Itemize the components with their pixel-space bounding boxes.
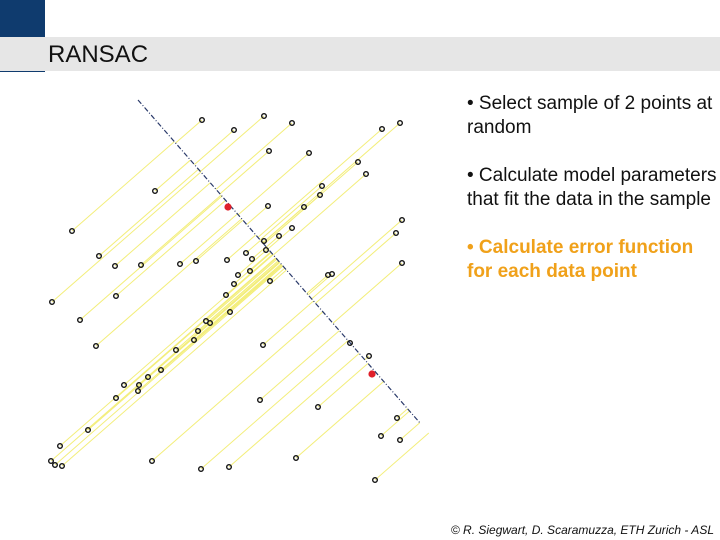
error-line: [116, 258, 276, 398]
ransac-figure: [20, 88, 430, 503]
data-points: [49, 114, 405, 483]
error-line: [60, 258, 276, 446]
error-line: [307, 275, 328, 293]
error-line: [124, 255, 273, 385]
error-line: [400, 423, 420, 440]
error-line: [263, 207, 304, 243]
copyright-footer: © R. Siegwart, D. Scaramuzza, ETH Zurich - ASL: [450, 523, 714, 537]
error-line: [152, 312, 323, 461]
error-line: [180, 214, 237, 264]
bullet-calculate-error: • Calculate error function for each data point: [467, 237, 694, 282]
error-line: [381, 411, 410, 436]
error-line: [247, 206, 268, 225]
error-line: [201, 341, 348, 469]
error-line: [55, 266, 283, 465]
error-line: [176, 261, 278, 350]
bullet-list: [467, 92, 717, 308]
error-line: [216, 123, 292, 189]
error-line: [161, 265, 282, 370]
error-line: [220, 151, 269, 194]
error-line: [80, 196, 222, 320]
error-line: [238, 153, 309, 215]
error-line: [141, 195, 221, 265]
error-lines: [51, 116, 429, 480]
bullet-select-sample: • Select sample of 2 points at random: [467, 93, 713, 138]
error-line: [96, 219, 242, 346]
error-line: [176, 120, 202, 143]
error-line: [315, 233, 396, 303]
error-line: [296, 381, 384, 458]
slide-title: RANSAC: [48, 41, 149, 68]
sample-point: [368, 370, 375, 377]
error-line: [116, 200, 226, 296]
error-line: [333, 263, 402, 323]
error-line: [260, 186, 322, 240]
error-line: [260, 331, 339, 400]
error-line: [206, 259, 277, 321]
error-line: [52, 172, 201, 302]
bullet-calculate-model: • Calculate model parameters that fit the data in the sample: [467, 165, 717, 210]
error-line: [263, 301, 313, 345]
error-line: [99, 169, 198, 256]
error-line: [312, 220, 402, 299]
error-line: [115, 183, 210, 266]
error-line: [62, 270, 286, 466]
sample-point: [224, 203, 231, 210]
error-line: [196, 220, 243, 261]
error-line: [194, 264, 281, 340]
error-line: [318, 363, 368, 407]
error-line: [258, 129, 382, 237]
error-line: [72, 142, 174, 231]
error-line: [264, 195, 320, 244]
